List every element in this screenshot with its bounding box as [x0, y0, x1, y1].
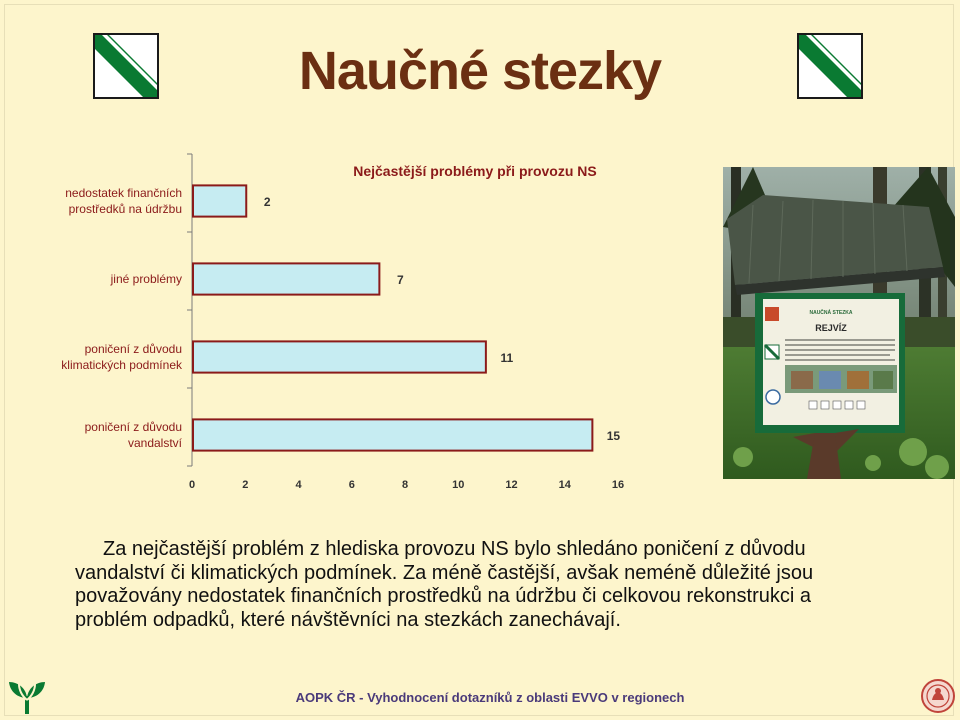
- x-tick-label: 4: [295, 479, 302, 491]
- green-diagonal-stripe-logo: [797, 33, 863, 99]
- category-label: poničení z důvodu: [84, 342, 182, 356]
- category-label: klimatických podmínek: [61, 358, 182, 372]
- x-tick-label: 12: [505, 479, 518, 491]
- chart-bars: [193, 185, 592, 450]
- green-diagonal-stripe-logo: [93, 33, 159, 99]
- seal-emblem-icon: [920, 676, 956, 716]
- x-tick-label: 16: [611, 479, 625, 491]
- summary-paragraph: Za nejčastější problém z hlediska provozu NS bylo shledáno poničení z důvodu vandalství či klimatických podmínek. Za méně častější, avšak neméně důležité jsou považovány nedostatek finančních prostředků na údržbu či celkovou rekonstrukci a problém odpadků, které návštěvníci na stezkách zanechávají.: [75, 538, 814, 631]
- category-label: nedostatek finančních: [65, 186, 182, 200]
- footer-text: AOPK ČR - Vyhodnocení dotazníků z oblasti EVVO v regionech: [295, 690, 685, 705]
- x-tick-label: 10: [452, 479, 465, 491]
- sign-title: REJVÍZ: [815, 323, 847, 333]
- page-title: Naučné stezky: [298, 41, 662, 101]
- leaf-sprout-icon: [6, 676, 48, 716]
- data-label: 2: [263, 195, 271, 209]
- chart-bar: [193, 419, 592, 450]
- chart-title: Nejčastější problémy při provozu NS: [353, 163, 597, 179]
- category-label: prostředků na údržbu: [68, 202, 182, 216]
- category-label: vandalství: [127, 436, 182, 450]
- category-label: poničení z důvodu: [84, 420, 182, 434]
- x-tick-label: 2: [242, 479, 249, 491]
- category-label: jiné problémy: [110, 272, 182, 286]
- chart-bar: [193, 341, 486, 372]
- data-label: 7: [397, 273, 404, 287]
- data-label: 11: [500, 351, 514, 365]
- x-tick-label: 6: [348, 479, 355, 491]
- data-label: 15: [606, 429, 621, 443]
- sign-heading: NAUČNÁ STEZKA: [809, 310, 853, 316]
- chart-bar: [193, 263, 379, 294]
- x-tick-label: 14: [558, 479, 571, 491]
- x-tick-label: 8: [401, 479, 409, 491]
- chart-bar: [193, 185, 246, 216]
- information-board-photo: [723, 167, 955, 479]
- chart-axes: [187, 154, 192, 466]
- problems-bar-chart: [0, 140, 700, 500]
- x-tick-label: 0: [188, 479, 196, 491]
